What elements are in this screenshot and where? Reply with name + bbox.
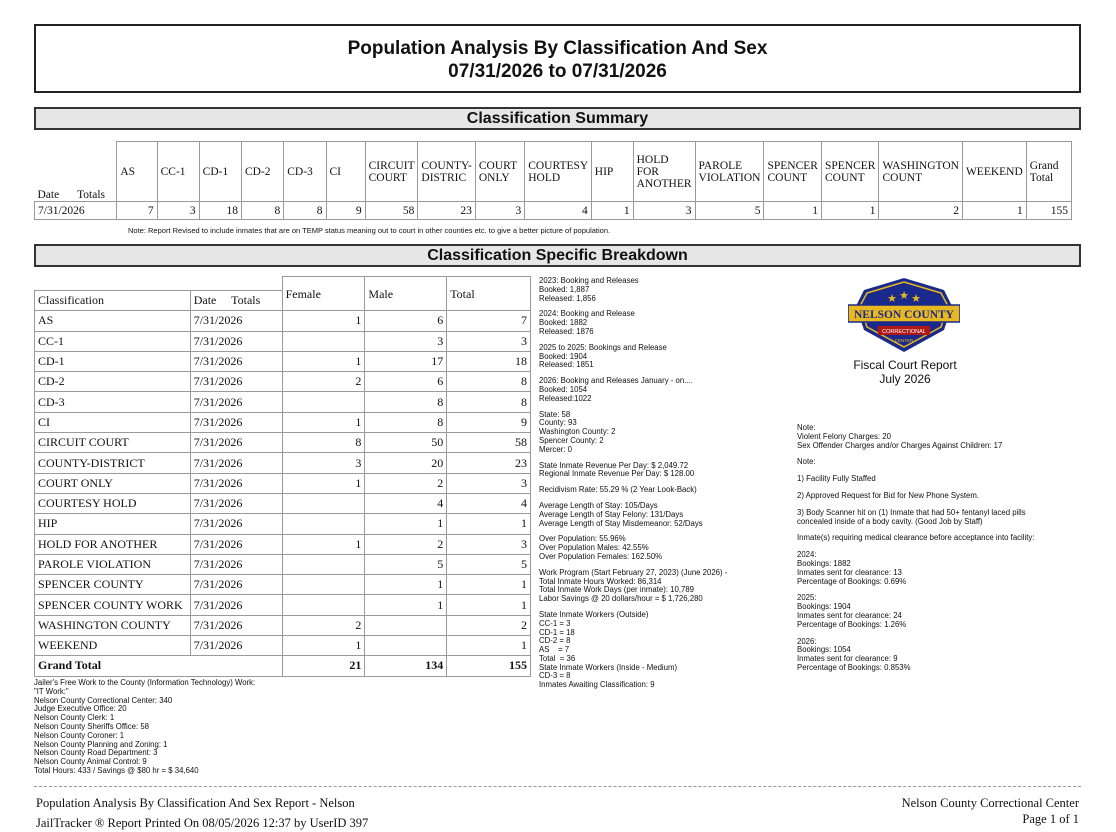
breakdown-date-cell: 7/31/2026 [190, 473, 282, 493]
breakdown-male-cell: 4 [365, 493, 447, 513]
it-work-line: Nelson County Coroner: 1 [34, 730, 125, 740]
facility-note-line: Note: [797, 423, 816, 432]
fiscal-court-report-label [820, 358, 990, 386]
statistics-line: 2023: Booking and Releases [539, 276, 639, 285]
statistics-line: Released:1022 [539, 393, 592, 403]
facility-note-line: Percentage of Bookings: 0.69% [797, 576, 907, 586]
breakdown-total-cell: 2 [447, 615, 531, 635]
logo-star-icon: ★ [899, 289, 909, 302]
summary-col-header: HIP [591, 142, 633, 202]
statistics-line: Booked: 1054 [539, 384, 588, 394]
breakdown-total-cell: 23 [447, 453, 531, 473]
statistics-line: Booked: 1904 [539, 351, 588, 361]
facility-note-line: 2024: [797, 550, 817, 560]
summary-col-header: CD-1 [199, 142, 241, 202]
summary-col-header: CI [326, 142, 365, 202]
it-work-line: Nelson County Clerk: 1 [34, 713, 115, 723]
summary-cell: 18 [199, 202, 241, 220]
breakdown-classification-cell: HIP [35, 514, 191, 534]
summary-col-header: CC-1 [157, 142, 199, 202]
facility-note-line: Bookings: 1904 [797, 602, 851, 612]
summary-col-header: COURTESY HOLD [525, 142, 592, 202]
facility-note-line: Sex Offender Charges and/or Charges Against Children: 17 [797, 440, 1003, 450]
breakdown-classification-cell: PAROLE VIOLATION [35, 554, 191, 574]
facility-note-block [797, 509, 1097, 527]
breakdown-female-cell: 1 [282, 473, 365, 493]
statistics-line: Inmates Awaiting Classification: 9 [539, 680, 655, 690]
breakdown-row [35, 534, 531, 554]
logo-star-icon: ★ [911, 292, 921, 305]
breakdown-date-cell: 7/31/2026 [190, 433, 282, 453]
breakdown-row [35, 575, 531, 595]
breakdown-row [35, 412, 531, 432]
statistics-line: 2025 to 2025: Bookings and Release [539, 342, 667, 352]
statistics-line: Over Population: 55.96% [539, 534, 626, 544]
summary-cell: 1 [764, 202, 822, 220]
statistics-line: CD-2 = 8 [539, 636, 571, 646]
breakdown-row [35, 351, 531, 371]
breakdown-date-cell: 7/31/2026 [190, 453, 282, 473]
facility-note-line: Percentage of Bookings: 0.853% [797, 662, 911, 672]
facility-note-block [797, 638, 1097, 673]
breakdown-male-cell: 6 [365, 311, 447, 331]
statistics-line: Mercer: 0 [539, 444, 572, 454]
breakdown-male-cell: 2 [365, 473, 447, 493]
breakdown-male-cell [365, 636, 447, 656]
statistics-line: Booked: 1882 [539, 318, 588, 328]
statistics-line: State: 58 [539, 409, 571, 419]
breakdown-date-cell: 7/31/2026 [190, 554, 282, 574]
breakdown-row [35, 392, 531, 412]
breakdown-classification-cell: WASHINGTON COUNTY [35, 615, 191, 635]
summary-cell: 9 [326, 202, 365, 220]
summary-col-header: WEEKEND [962, 142, 1026, 202]
summary-note: Note: Report Revised to include inmates that are on TEMP status meaning out to court in other counties etc. to give a better picture of population. [128, 226, 611, 235]
breakdown-male-cell: 1 [365, 595, 447, 615]
breakdown-male-cell: 50 [365, 433, 447, 453]
summary-cell: 3 [157, 202, 199, 220]
breakdown-total-cell: 1 [447, 636, 531, 656]
facility-note-line: Note: [797, 457, 816, 467]
it-work-line: Nelson County Sheriffs Office: 58 [34, 721, 149, 731]
breakdown-rows [35, 311, 531, 656]
summary-cell: 8 [284, 202, 326, 220]
facility-note-line: Inmates sent for clearance: 13 [797, 567, 902, 577]
breakdown-male-cell: 1 [365, 514, 447, 534]
summary-col-header: COURT ONLY [475, 142, 524, 202]
statistics-line: 2024: Booking and Release [539, 309, 635, 319]
breakdown-row [35, 433, 531, 453]
breakdown-date-cell: 7/31/2026 [190, 493, 282, 513]
report-date-range: 07/31/2026 to 07/31/2026 [448, 61, 667, 82]
breakdown-female-cell: 1 [282, 636, 365, 656]
footer-printed-info: JailTracker ® Report Printed On 08/05/2026 12:37 by UserID 397 [36, 816, 369, 830]
statistics-block [539, 377, 789, 403]
breakdown-female-cell: 8 [282, 433, 365, 453]
statistics-line: Total = 36 [539, 653, 576, 663]
facility-note-line: Inmates sent for clearance: 24 [797, 610, 902, 620]
summary-col-header: Grand Total [1026, 142, 1071, 202]
breakdown-male-cell: 8 [365, 392, 447, 412]
breakdown-date-cell: 7/31/2026 [190, 392, 282, 412]
breakdown-row [35, 311, 531, 331]
breakdown-female-cell: 1 [282, 351, 365, 371]
breakdown-grand-total-row [35, 656, 531, 676]
breakdown-grand-total-total: 155 [447, 656, 531, 676]
breakdown-female-cell [282, 595, 365, 615]
statistics-line: Released: 1851 [539, 360, 594, 370]
statistics-block [539, 569, 789, 604]
summary-cell: 1 [821, 202, 879, 220]
statistics-line: Released: 1,856 [539, 293, 596, 303]
statistics-line: CC-1 = 3 [539, 618, 571, 628]
breakdown-date-cell: 7/31/2026 [190, 331, 282, 351]
facility-notes [797, 424, 1097, 681]
breakdown-row [35, 636, 531, 656]
breakdown-male-cell: 2 [365, 534, 447, 554]
facility-note-line: 2026: [797, 636, 817, 646]
breakdown-total-cell: 58 [447, 433, 531, 453]
breakdown-classification-cell: CC-1 [35, 331, 191, 351]
breakdown-date-cell: 7/31/2026 [190, 575, 282, 595]
summary-cell: 1 [962, 202, 1026, 220]
breakdown-row [35, 453, 531, 473]
summary-cell: 23 [418, 202, 475, 220]
summary-cell: 7 [117, 202, 157, 220]
summary-col-header: SPENCER COUNT [764, 142, 822, 202]
breakdown-total-cell: 8 [447, 392, 531, 412]
breakdown-date-cell: 7/31/2026 [190, 514, 282, 534]
breakdown-date-cell: 7/31/2026 [190, 311, 282, 331]
statistics-line: Labor Savings @ 20 dollars/hour = $ 1,726,280 [539, 594, 703, 604]
facility-note-line: Bookings: 1054 [797, 645, 851, 655]
statistics-line: Over Population Males: 42.55% [539, 543, 649, 553]
breakdown-date-cell: 7/31/2026 [190, 636, 282, 656]
statistics-line: Regional Inmate Revenue Per Day: $ 128.00 [539, 469, 695, 479]
breakdown-male-header: Male [365, 277, 447, 311]
breakdown-female-cell [282, 493, 365, 513]
breakdown-date-cell: 7/31/2026 [190, 372, 282, 392]
footer-divider [34, 786, 1081, 787]
breakdown-grand-total-label: Grand Total [35, 656, 283, 676]
summary-header-row [35, 142, 1072, 202]
statistics-line: 2026: Booking and Releases January - on.... [539, 376, 693, 386]
breakdown-female-cell [282, 331, 365, 351]
summary-cell: 8 [241, 202, 283, 220]
footer-report-name: Population Analysis By Classification And Sex Report - Nelson [36, 796, 355, 810]
breakdown-male-cell: 6 [365, 372, 447, 392]
footer-facility-name: Nelson County Correctional Center [901, 796, 1079, 810]
facility-note-line: 2025: [797, 593, 817, 603]
statistics-block [539, 310, 789, 336]
breakdown-classification-cell: CI [35, 412, 191, 432]
breakdown-row [35, 473, 531, 493]
breakdown-male-cell: 5 [365, 554, 447, 574]
breakdown-male-cell: 17 [365, 351, 447, 371]
classification-summary-table [34, 141, 1072, 220]
it-work-notes [34, 679, 514, 776]
facility-note-line: Bookings: 1882 [797, 558, 851, 568]
statistics-line: State Inmate Revenue Per Day: $ 2,049.72 [539, 460, 689, 470]
facility-note-line: Inmates sent for clearance: 9 [797, 654, 898, 664]
statistics-line: AS = 7 [539, 645, 570, 655]
summary-col-header: CD-2 [241, 142, 283, 202]
summary-col-header: WASHINGTON COUNT [879, 142, 962, 202]
facility-note-block [797, 492, 1097, 501]
summary-cell: 5 [695, 202, 764, 220]
summary-row-date: 7/31/2026 [35, 202, 117, 220]
facility-note-block [797, 551, 1097, 586]
summary-date-header: Date [37, 189, 60, 201]
statistics-line: Work Program (Start February 27, 2023) (June 2026) - [539, 567, 728, 577]
breakdown-female-cell [282, 392, 365, 412]
statistics-line: Total Inmate Hours Worked: 86,314 [539, 576, 662, 586]
it-work-line: "IT Work:" [34, 686, 69, 696]
facility-note-line: Violent Felony Charges: 20 [797, 431, 891, 441]
report-title-box [34, 24, 1081, 93]
summary-col-header: HOLD FOR ANOTHER [633, 142, 695, 202]
breakdown-classification-cell: COURTESY HOLD [35, 493, 191, 513]
statistics-block [539, 502, 789, 528]
summary-cell: 3 [475, 202, 524, 220]
fiscal-line-1: Fiscal Court Report [853, 358, 957, 372]
facility-note-line: 2) Approved Request for Bid for New Phone System. [797, 490, 980, 500]
breakdown-classification-cell: CIRCUIT COURT [35, 433, 191, 453]
it-work-line: Judge Executive Office: 20 [34, 704, 127, 714]
statistics-line: Total Inmate Work Days (per inmate): 10,789 [539, 585, 694, 595]
breakdown-header-spacer [35, 277, 283, 291]
facility-note-block [797, 458, 1097, 467]
facility-note-block [797, 534, 1097, 543]
statistics-line: Average Length of Stay Felony: 131/Days [539, 509, 684, 519]
breakdown-totals-header: Totals [228, 291, 282, 311]
breakdown-date-cell: 7/31/2026 [190, 534, 282, 554]
statistics-line: Average Length of Stay Misdemeanor: 52/Days [539, 518, 703, 528]
summary-col-header: SPENCER COUNT [821, 142, 879, 202]
statistics-line: Over Population Females: 162.50% [539, 551, 663, 561]
breakdown-classification-cell: SPENCER COUNTY WORK [35, 595, 191, 615]
facility-note-block [797, 475, 1097, 484]
breakdown-total-cell: 3 [447, 331, 531, 351]
logo-name: NELSON COUNTY [853, 309, 955, 321]
breakdown-date-cell: 7/31/2026 [190, 615, 282, 635]
breakdown-male-cell: 1 [365, 575, 447, 595]
statistics-line: State Inmate Workers (Outside) [539, 609, 649, 619]
breakdown-female-cell: 1 [282, 412, 365, 432]
breakdown-total-cell: 1 [447, 514, 531, 534]
logo-star-icon: ★ [887, 292, 897, 305]
statistics-block [539, 535, 789, 561]
breakdown-row [35, 331, 531, 351]
facility-note-line: Percentage of Bookings: 1.26% [797, 619, 907, 629]
fiscal-line-2: July 2026 [879, 372, 931, 386]
statistics-line: Spencer County: 2 [539, 435, 604, 445]
statistics-block [539, 411, 789, 455]
breakdown-row [35, 514, 531, 534]
breakdown-row [35, 554, 531, 574]
classification-breakdown-table [34, 276, 531, 677]
summary-cell: 3 [633, 202, 695, 220]
summary-totals-header: Totals [77, 189, 106, 201]
breakdown-header-row [35, 277, 531, 291]
statistics-block [539, 462, 789, 480]
summary-col-header: AS [117, 142, 157, 202]
classification-breakdown-heading: Classification Specific Breakdown [34, 244, 1081, 267]
statistics-block [539, 277, 789, 303]
statistics-line: State Inmate Workers (Inside - Medium) [539, 662, 678, 672]
footer-page-number: Page 1 of 1 [1022, 812, 1079, 826]
facility-note-block [797, 594, 1097, 629]
summary-cell: 4 [525, 202, 592, 220]
breakdown-male-cell [365, 615, 447, 635]
breakdown-classification-cell: CD-1 [35, 351, 191, 371]
facility-note-line: concealed inside of a body cavity. (Good Job by Staff) [797, 516, 983, 526]
summary-cell: 2 [879, 202, 962, 220]
breakdown-grand-total-male: 134 [365, 656, 447, 676]
statistics-line: CD-3 = 8 [539, 671, 571, 681]
breakdown-female-cell: 2 [282, 615, 365, 635]
summary-data-row [35, 202, 1072, 220]
statistics-line: Released: 1876 [539, 326, 594, 336]
breakdown-female-header: Female [282, 277, 365, 311]
breakdown-row [35, 493, 531, 513]
breakdown-female-cell [282, 575, 365, 595]
statistics-line: County: 93 [539, 418, 577, 428]
logo-sub2: CENTER [894, 338, 914, 343]
summary-col-header: CD-3 [284, 142, 326, 202]
breakdown-grand-total-female: 21 [282, 656, 365, 676]
summary-grand-total-cell: 155 [1026, 202, 1071, 220]
it-work-line: Nelson County Planning and Zoning: 1 [34, 739, 168, 749]
statistics-line: Booked: 1,887 [539, 284, 590, 294]
breakdown-classification-header: Classification [35, 291, 191, 311]
breakdown-classification-cell: COURT ONLY [35, 473, 191, 493]
breakdown-date-cell: 7/31/2026 [190, 595, 282, 615]
statistics-block [539, 344, 789, 370]
it-work-line: Nelson County Correctional Center: 340 [34, 695, 173, 705]
facility-note-block [797, 424, 1097, 450]
report-title: Population Analysis By Classification And Sex [347, 38, 768, 59]
breakdown-total-cell: 3 [447, 534, 531, 554]
breakdown-classification-cell: COUNTY-DISTRICT [35, 453, 191, 473]
breakdown-row [35, 372, 531, 392]
it-work-line: Nelson County Road Department: 3 [34, 748, 158, 758]
statistics-block [539, 611, 789, 690]
breakdown-row [35, 615, 531, 635]
breakdown-total-cell: 8 [447, 372, 531, 392]
breakdown-total-cell: 1 [447, 575, 531, 595]
statistics-line: Recidivism Rate: 55.29 % (2 Year Look-Back) [539, 485, 697, 495]
breakdown-total-cell: 5 [447, 554, 531, 574]
breakdown-total-header: Total [447, 277, 531, 311]
breakdown-male-cell: 20 [365, 453, 447, 473]
breakdown-total-cell: 1 [447, 595, 531, 615]
logo-sub1: CORRECTIONAL [882, 329, 926, 335]
breakdown-female-cell: 1 [282, 311, 365, 331]
breakdown-classification-cell: WEEKEND [35, 636, 191, 656]
statistics-line: CD-1 = 18 [539, 627, 575, 637]
statistics-line: Washington County: 2 [539, 427, 616, 437]
breakdown-classification-cell: AS [35, 311, 191, 331]
breakdown-total-cell: 4 [447, 493, 531, 513]
statistics-block [539, 486, 789, 495]
breakdown-male-cell: 3 [365, 331, 447, 351]
nelson-county-logo [848, 276, 960, 356]
breakdown-date-header: Date [190, 291, 228, 311]
breakdown-classification-cell: CD-2 [35, 372, 191, 392]
summary-col-header: PAROLE VIOLATION [695, 142, 764, 202]
summary-cell: 58 [365, 202, 418, 220]
breakdown-male-cell: 8 [365, 412, 447, 432]
statistics-line: Average Length of Stay: 105/Days [539, 500, 658, 510]
breakdown-classification-cell: SPENCER COUNTY [35, 575, 191, 595]
breakdown-date-cell: 7/31/2026 [190, 412, 282, 432]
summary-col-header: CIRCUIT COURT [365, 142, 418, 202]
it-work-line: Nelson County Animal Control: 9 [34, 757, 147, 767]
summary-col-header: COUNTY-DISTRIC [418, 142, 475, 202]
breakdown-date-cell: 7/31/2026 [190, 351, 282, 371]
summary-cell: 1 [591, 202, 633, 220]
breakdown-row [35, 595, 531, 615]
breakdown-total-cell: 7 [447, 311, 531, 331]
facility-note-line: 1) Facility Fully Staffed [797, 474, 876, 484]
breakdown-female-cell: 1 [282, 534, 365, 554]
facility-note-line: 3) Body Scanner hit on (1) Inmate that had 50+ fentanyl laced pills [797, 507, 1026, 517]
breakdown-total-cell: 9 [447, 412, 531, 432]
breakdown-female-cell [282, 514, 365, 534]
statistics-notes [539, 277, 789, 697]
it-work-line: Jailer's Free Work to the County (Information Technology) Work: [34, 678, 256, 687]
breakdown-female-cell: 2 [282, 372, 365, 392]
breakdown-female-cell [282, 554, 365, 574]
facility-note-line: Inmate(s) requiring medical clearance before acceptance into facility: [797, 533, 1035, 543]
breakdown-total-cell: 3 [447, 473, 531, 493]
it-work-line: Total Hours: 433 / Savings @ $80 hr = $ 34,640 [34, 765, 199, 775]
classification-summary-heading: Classification Summary [34, 107, 1081, 130]
breakdown-total-cell: 18 [447, 351, 531, 371]
breakdown-classification-cell: CD-3 [35, 392, 191, 412]
breakdown-female-cell: 3 [282, 453, 365, 473]
breakdown-classification-cell: HOLD FOR ANOTHER [35, 534, 191, 554]
